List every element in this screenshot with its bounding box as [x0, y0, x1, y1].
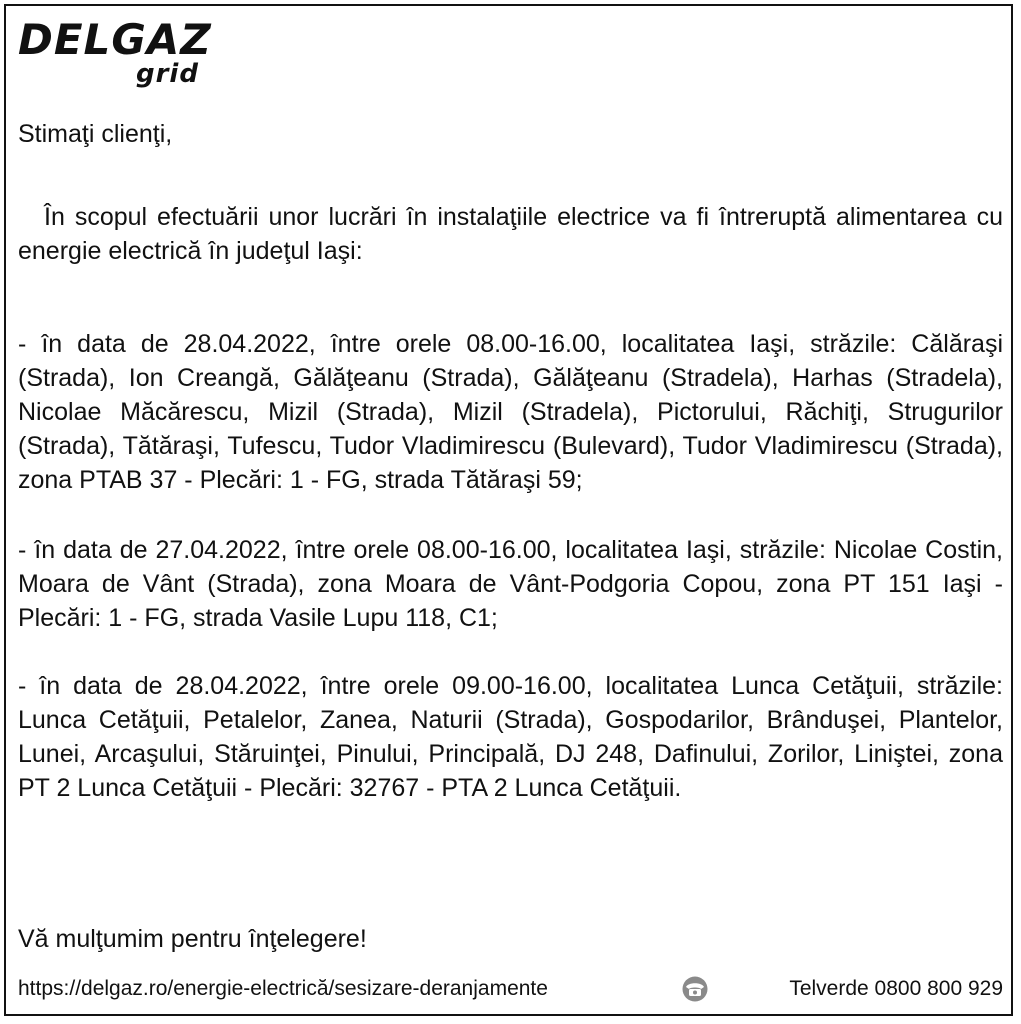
- greeting: Stimaţi clienţi,: [18, 120, 173, 148]
- delgaz-grid-logo: [18, 16, 218, 96]
- logo-sub: grid: [136, 59, 199, 89]
- toll-free-phone: Telverde 0800 800 929: [789, 977, 1003, 1000]
- telephone-icon: [680, 976, 710, 1002]
- thanks-line: Vă mulţumim pentru înţelegere!: [18, 925, 367, 953]
- notice-frame: [4, 4, 1013, 1016]
- outage-item-1: - în data de 28.04.2022, între orele 08.00-16.00, localitatea Iaşi, străzile: Călăraşi (Strada), Ion Creangă, Gălăţeanu (Strada), Gălăţeanu (Stradela), Harhas (Stradela), Nicolae Măcărescu, Mizil (Strada), Mizil (Stradela), Pictorului, Răchiţi, Strugurilor (Strada), Tătăraşi, Tufescu, Tudor Vladimirescu (Bulevard), Tudor Vladimirescu (Strada), zona PTAB 37 - Plecări: 1 - FG, strada Tătăraşi 59;: [18, 330, 1003, 494]
- footer: [18, 974, 1003, 1004]
- logo-brand: DELGAZ: [18, 15, 212, 64]
- intro-paragraph: În scopul efectuării unor lucrări în instalaţiile electrice va fi întreruptă alimentarea cu energie electrică în judeţul Iaşi:: [18, 203, 1003, 265]
- outage-item-3: - în data de 28.04.2022, între orele 09.00-16.00, localitatea Lunca Cetăţuii, străzile: Lunca Cetăţuii, Petalelor, Zanea, Naturii (Strada), Gospodarilor, Brânduşei, Plantelor, Lunei, Arcaşului, Stăruinţei, Pinului, Principală, DJ 248, Dafinului, Zorilor, Liniştei, zona PT 2 Lunca Cetăţuii - Plecări: 32767 - PTA 2 Lunca Cetăţuii.: [18, 672, 1003, 802]
- outage-item-2: - în data de 27.04.2022, între orele 08.00-16.00, localitatea Iaşi, străzile: Nicolae Costin, Moara de Vânt (Strada), zona Moara de Vânt-Podgoria Copou, zona PT 151 Iaşi - Plecări: 1 - FG, strada Vasile Lupu 118, C1;: [18, 536, 1003, 632]
- support-url[interactable]: https://delgaz.ro/energie-electrică/sesizare-deranjamente: [18, 977, 548, 1000]
